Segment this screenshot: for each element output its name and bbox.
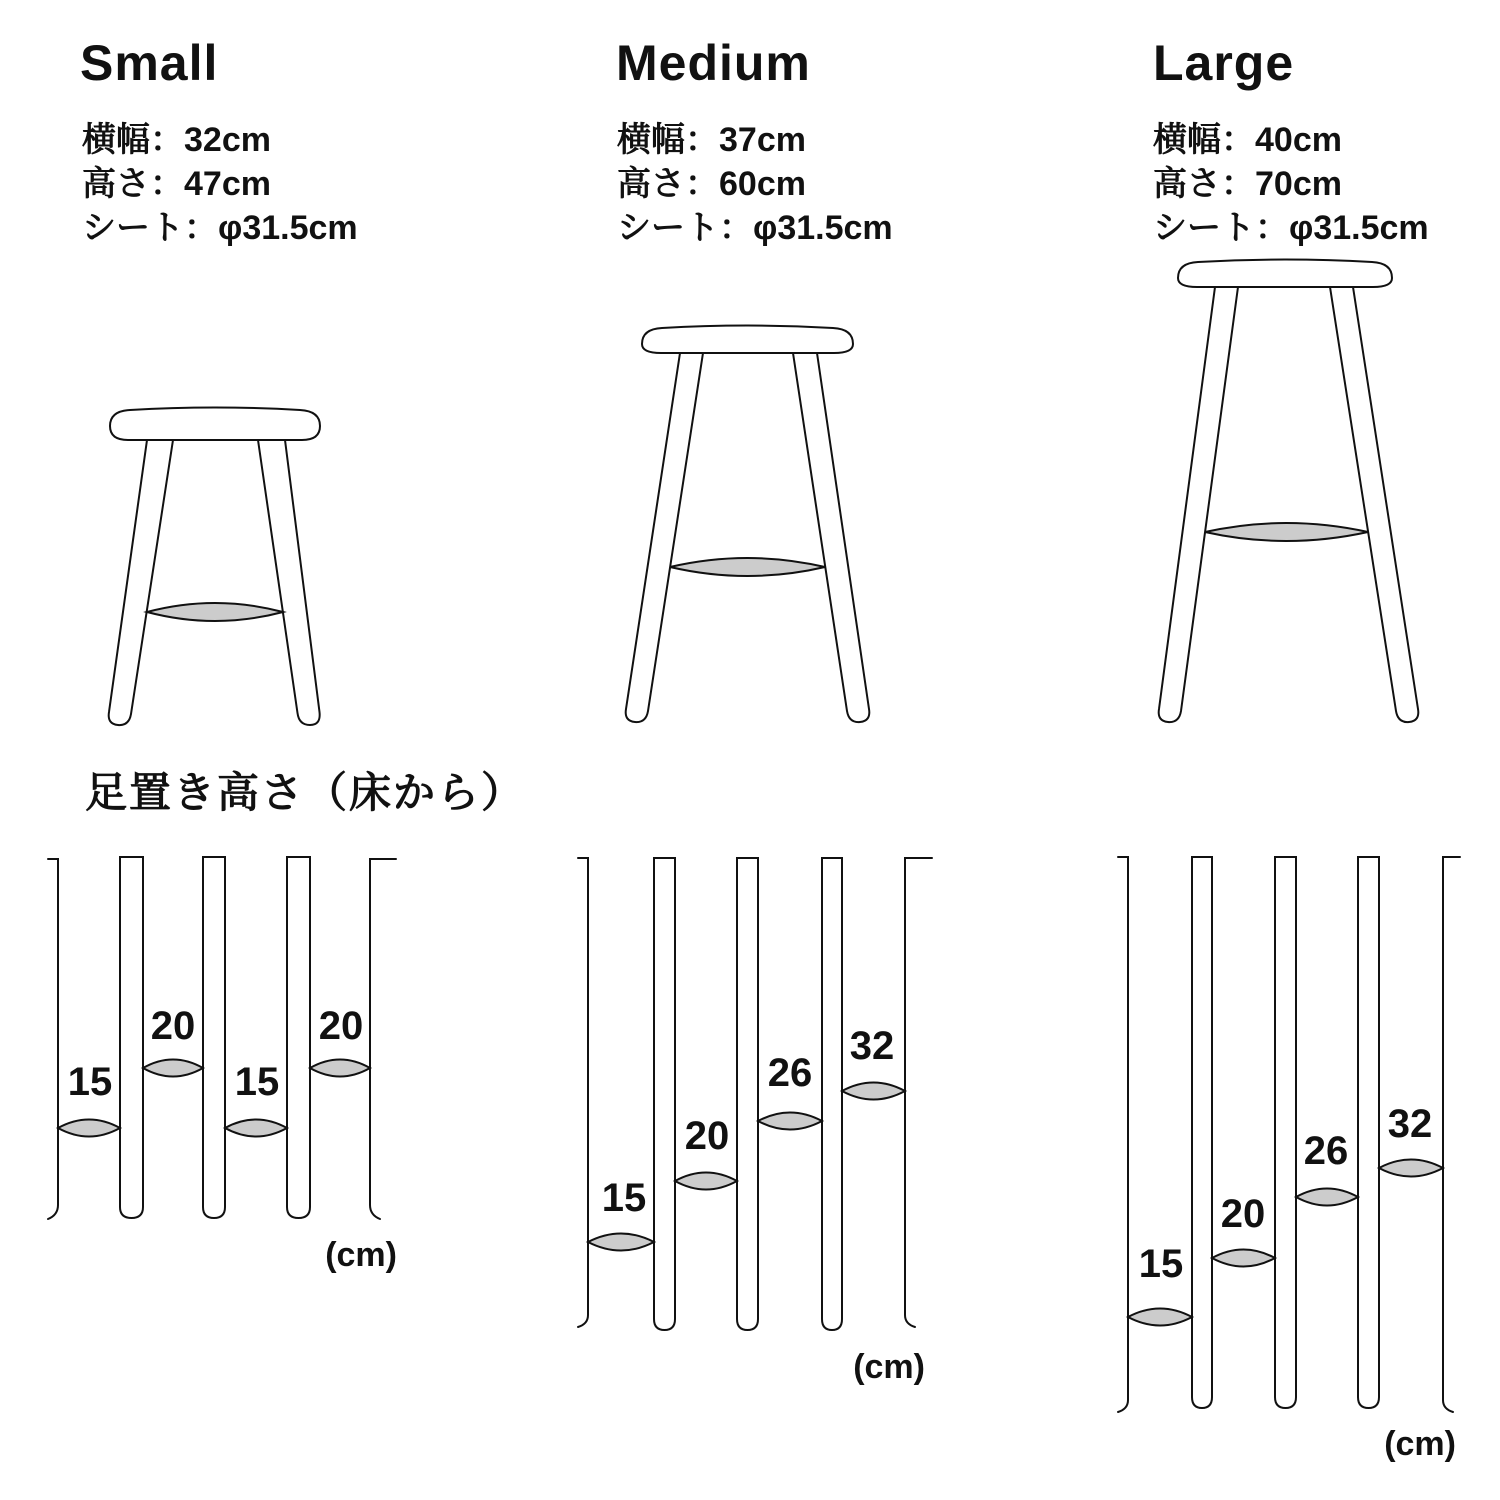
footrest-disc-20 bbox=[1212, 1250, 1275, 1267]
spec-list-medium bbox=[617, 118, 893, 250]
cut-leg-right bbox=[905, 858, 932, 1327]
stool-small-drawing bbox=[100, 405, 330, 735]
diagram-leg bbox=[654, 858, 675, 1330]
footrest-disc-20 bbox=[310, 1060, 370, 1077]
footrest-disc-32 bbox=[842, 1083, 905, 1100]
spec-line-width: 横幅：32cm bbox=[82, 121, 271, 159]
diagram-leg bbox=[737, 858, 758, 1330]
stool-seat bbox=[110, 408, 320, 441]
stool-leg-left bbox=[109, 440, 173, 725]
stool-footrest-disc bbox=[147, 603, 283, 621]
stool-leg-left bbox=[626, 353, 703, 722]
spec-line-height: 高さ：47cm bbox=[82, 165, 271, 203]
stool-leg-right bbox=[793, 353, 869, 722]
footrest-heading: 足置き高さ（床から） bbox=[85, 769, 526, 816]
footrest-disc-32 bbox=[1379, 1160, 1443, 1177]
footrest-disc-20 bbox=[143, 1060, 203, 1077]
footrest-height-label: 26 bbox=[767, 1051, 813, 1095]
footrest-height-label: 20 bbox=[684, 1114, 730, 1158]
product-title-small: Small bbox=[80, 35, 219, 91]
footrest-disc-26 bbox=[758, 1113, 822, 1130]
footrest-height-label: 15 bbox=[1138, 1242, 1184, 1286]
footrest-disc-15 bbox=[58, 1120, 120, 1137]
unit-label: (cm) bbox=[853, 1348, 925, 1386]
spec-list-small bbox=[82, 118, 358, 250]
footrest-height-label: 32 bbox=[1387, 1102, 1433, 1146]
cut-leg-right bbox=[1443, 857, 1460, 1412]
footrest-height-label: 15 bbox=[234, 1060, 280, 1104]
unit-label: (cm) bbox=[1384, 1425, 1456, 1463]
spec-list-large bbox=[1153, 118, 1429, 250]
stool-footrest-disc bbox=[670, 558, 825, 576]
footrest-height-label: 20 bbox=[1220, 1192, 1266, 1236]
footrest-diagram-medium bbox=[570, 850, 940, 1345]
footrest-height-label: 15 bbox=[67, 1060, 113, 1104]
stool-leg-right bbox=[258, 440, 320, 725]
footrest-height-label: 15 bbox=[601, 1176, 647, 1220]
cut-leg-left bbox=[578, 858, 588, 1327]
spec-line-width: 横幅：40cm bbox=[1153, 121, 1342, 159]
stool-seat bbox=[642, 326, 853, 354]
footrest-disc-15 bbox=[588, 1234, 654, 1251]
stool-medium-drawing bbox=[615, 320, 880, 735]
footrest-disc-15 bbox=[1128, 1309, 1192, 1326]
footrest-height-label: 20 bbox=[318, 1004, 364, 1048]
spec-line-height: 高さ：70cm bbox=[1153, 165, 1342, 203]
cut-leg-left bbox=[1118, 857, 1128, 1412]
footrest-height-label: 26 bbox=[1303, 1129, 1349, 1173]
spec-line-width: 横幅：37cm bbox=[617, 121, 806, 159]
spec-line-height: 高さ：60cm bbox=[617, 165, 806, 203]
footrest-disc-20 bbox=[675, 1173, 737, 1190]
stool-leg-left bbox=[1159, 287, 1238, 722]
footrest-disc-15 bbox=[225, 1120, 287, 1137]
stool-footrest-disc bbox=[1205, 523, 1368, 541]
cut-leg-left bbox=[48, 859, 58, 1219]
footrest-disc-26 bbox=[1296, 1189, 1358, 1206]
product-title-large: Large bbox=[1153, 35, 1295, 91]
product-title-medium: Medium bbox=[616, 35, 811, 91]
diagram-leg bbox=[822, 858, 842, 1330]
spec-line-seat: シート：φ31.5cm bbox=[82, 209, 358, 247]
spec-line-seat: シート：φ31.5cm bbox=[617, 209, 893, 247]
diagram-leg bbox=[1192, 857, 1212, 1408]
stool-large-drawing bbox=[1150, 255, 1430, 735]
stool-seat bbox=[1178, 260, 1392, 288]
spec-line-seat: シート：φ31.5cm bbox=[1153, 209, 1429, 247]
unit-label: (cm) bbox=[325, 1236, 397, 1274]
footrest-height-label: 20 bbox=[150, 1004, 196, 1048]
footrest-height-label: 32 bbox=[849, 1024, 895, 1068]
stool-leg-right bbox=[1330, 287, 1418, 722]
